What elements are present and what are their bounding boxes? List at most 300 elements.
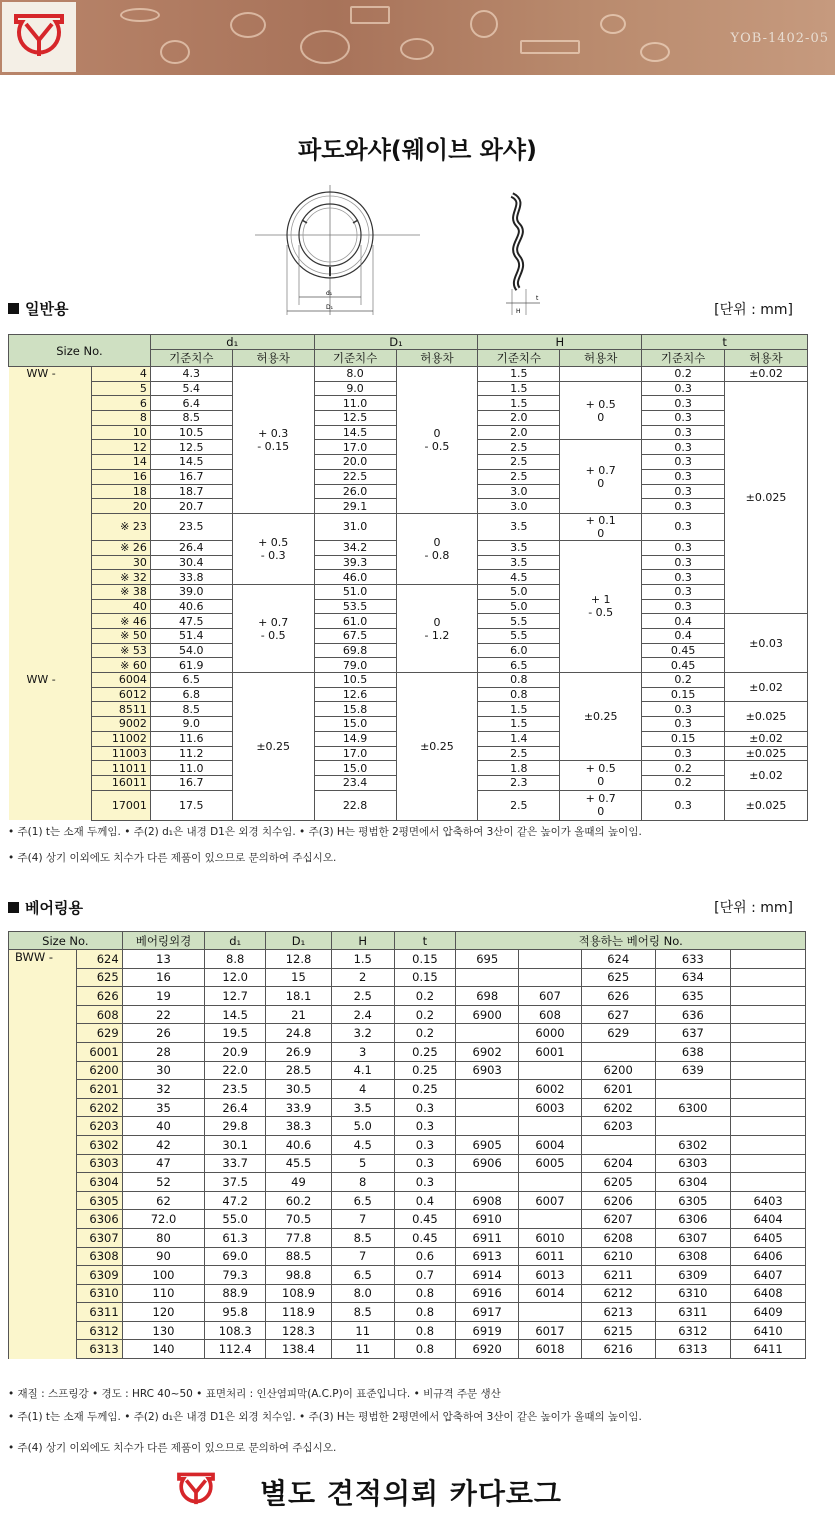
t-tolerance: ±0.025 <box>725 746 808 761</box>
applicable-bearing: 6406 <box>731 1247 806 1266</box>
applicable-bearing: 6304 <box>655 1173 731 1192</box>
H-basic: 3.5 <box>478 513 560 540</box>
size-number: 6309 <box>76 1266 122 1285</box>
H: 3 <box>331 1042 394 1061</box>
H-basic: 1.5 <box>478 396 560 411</box>
t-basic: 0.4 <box>642 629 725 644</box>
H-tolerance <box>560 540 642 672</box>
table-row <box>9 950 806 969</box>
H-basic: 3.5 <box>478 555 560 570</box>
size-number: ※ 38 <box>91 584 150 599</box>
applicable-bearing: 6001 <box>519 1042 582 1061</box>
H-tolerance <box>560 381 642 440</box>
D1: 30.5 <box>266 1080 332 1099</box>
D1-basic: 67.5 <box>314 629 396 644</box>
tolerance-line: 0 <box>597 775 605 789</box>
applicable-bearing <box>581 1135 655 1154</box>
applicable-bearing: 6018 <box>519 1340 582 1359</box>
size-number: 6012 <box>91 687 150 702</box>
size-number: 11003 <box>91 746 150 761</box>
company-logo-icon <box>12 10 66 64</box>
bearing-od: 13 <box>122 950 205 969</box>
d1: 29.8 <box>205 1117 266 1136</box>
H-basic: 5.0 <box>478 599 560 614</box>
t-basic: 0.4 <box>642 614 725 629</box>
d1: 55.0 <box>205 1210 266 1229</box>
applicable-bearing <box>456 1080 519 1099</box>
size-number: ※ 26 <box>91 540 150 555</box>
table-row <box>9 1117 806 1136</box>
applicable-bearing <box>519 1061 582 1080</box>
applicable-bearing: 634 <box>655 968 731 987</box>
bearing-od: 16 <box>122 968 205 987</box>
applicable-bearing: 6310 <box>655 1284 731 1303</box>
col-D1: D₁ <box>314 335 478 350</box>
t-basic: 0.3 <box>642 790 725 820</box>
t-tolerance: ±0.02 <box>725 367 808 382</box>
d1: 20.9 <box>205 1042 266 1061</box>
tolerance-line: + 0.3 <box>258 426 289 440</box>
tolerance-line: - 0.5 <box>424 439 450 453</box>
t-basic: 0.2 <box>642 761 725 776</box>
col-D1: D₁ <box>266 932 332 950</box>
t-basic: 0.3 <box>642 702 725 717</box>
H: 8.5 <box>331 1228 394 1247</box>
table-row <box>9 1135 806 1154</box>
applicable-bearing: 698 <box>456 987 519 1006</box>
d1: 69.0 <box>205 1247 266 1266</box>
t: 0.2 <box>394 1024 456 1043</box>
size-number: 5 <box>91 381 150 396</box>
applicable-bearing: 6011 <box>519 1247 582 1266</box>
D1-basic: 26.0 <box>314 484 396 499</box>
table-row <box>9 968 806 987</box>
applicable-bearing: 6007 <box>519 1191 582 1210</box>
H-basic: 2.0 <box>478 411 560 426</box>
D1-basic: 8.0 <box>314 367 396 382</box>
applicable-bearing <box>581 1042 655 1061</box>
logo <box>2 2 76 72</box>
part-decoration <box>350 6 390 24</box>
size-number: 6202 <box>76 1098 122 1117</box>
applicable-bearing: 6002 <box>519 1080 582 1099</box>
H: 2.4 <box>331 1005 394 1024</box>
col-size: Size No. <box>9 932 123 950</box>
bearing-od: 100 <box>122 1266 205 1285</box>
applicable-bearing: 6215 <box>581 1321 655 1340</box>
tolerance-line: + 0.7 <box>585 463 616 477</box>
t: 0.25 <box>394 1061 456 1080</box>
applicable-bearing: 6411 <box>731 1340 806 1359</box>
col-applicable-bearing: 적용하는 베어링 No. <box>456 932 806 950</box>
table-row <box>9 1024 806 1043</box>
d1: 22.0 <box>205 1061 266 1080</box>
size-prefix: WW - <box>9 673 92 821</box>
H: 4 <box>331 1080 394 1099</box>
D1: 24.8 <box>266 1024 332 1043</box>
size-number: 6203 <box>76 1117 122 1136</box>
D1-tolerance: ±0.25 <box>396 673 478 821</box>
H: 3.2 <box>331 1024 394 1043</box>
unit-label: [단위 : mm] <box>714 302 793 318</box>
applicable-bearing: 6906 <box>456 1154 519 1173</box>
size-number: 608 <box>76 1005 122 1024</box>
d1-basic: 11.0 <box>150 761 232 776</box>
col-bearing-od: 베어링외경 <box>122 932 205 950</box>
applicable-bearing: 6908 <box>456 1191 519 1210</box>
H-basic: 2.5 <box>478 790 560 820</box>
bearing-od: 80 <box>122 1228 205 1247</box>
applicable-bearing: 6207 <box>581 1210 655 1229</box>
t: 0.2 <box>394 1005 456 1024</box>
H-basic: 1.5 <box>478 381 560 396</box>
t: 0.25 <box>394 1042 456 1061</box>
applicable-bearing: 6300 <box>655 1098 731 1117</box>
size-number: 9002 <box>91 717 150 732</box>
tolerance-line: + 0.1 <box>585 513 616 527</box>
size-number: 11011 <box>91 761 150 776</box>
table-row <box>9 1191 806 1210</box>
col-t: t <box>642 335 808 350</box>
size-number: 6004 <box>91 673 150 688</box>
size-number: ※ 23 <box>91 513 150 540</box>
D1: 33.9 <box>266 1098 332 1117</box>
applicable-bearing <box>731 1024 806 1043</box>
bearing-od: 40 <box>122 1117 205 1136</box>
applicable-bearing: 627 <box>581 1005 655 1024</box>
H-basic: 3.0 <box>478 484 560 499</box>
H-basic: 2.5 <box>478 455 560 470</box>
H: 2 <box>331 968 394 987</box>
applicable-bearing: 639 <box>655 1061 731 1080</box>
washer-decoration <box>470 10 498 38</box>
table-row <box>9 367 808 382</box>
D1-basic: 22.8 <box>314 790 396 820</box>
D1: 70.5 <box>266 1210 332 1229</box>
H: 11 <box>331 1340 394 1359</box>
applicable-bearing <box>456 1098 519 1117</box>
t: 0.6 <box>394 1247 456 1266</box>
size-number: 626 <box>76 987 122 1006</box>
bearing-spec-table <box>8 931 806 1359</box>
applicable-bearing: 6910 <box>456 1210 519 1229</box>
applicable-bearing: 6903 <box>456 1061 519 1080</box>
applicable-bearing <box>456 1173 519 1192</box>
D1-basic: 22.5 <box>314 469 396 484</box>
applicable-bearing: 635 <box>655 987 731 1006</box>
table-row <box>9 1228 806 1247</box>
H-basic: 2.5 <box>478 440 560 455</box>
tolerance-line: - 0.8 <box>424 548 450 562</box>
table-row <box>9 1061 806 1080</box>
D1: 128.3 <box>266 1321 332 1340</box>
applicable-bearing <box>731 1042 806 1061</box>
t-tolerance: ±0.025 <box>725 790 808 820</box>
bearing-od: 140 <box>122 1340 205 1359</box>
wave-washer-diagram <box>250 185 570 320</box>
bearing-od: 130 <box>122 1321 205 1340</box>
applicable-bearing: 6900 <box>456 1005 519 1024</box>
applicable-bearing: 6003 <box>519 1098 582 1117</box>
size-number: 6 <box>91 396 150 411</box>
t: 0.3 <box>394 1135 456 1154</box>
applicable-bearing <box>519 1303 582 1322</box>
d1: 12.7 <box>205 987 266 1006</box>
subcol-basic: 기준치수 <box>642 350 725 367</box>
d1-basic: 61.9 <box>150 658 232 673</box>
applicable-bearing <box>731 968 806 987</box>
d1-basic: 5.4 <box>150 381 232 396</box>
D1-basic: 17.0 <box>314 746 396 761</box>
t-tolerance: ±0.02 <box>725 761 808 790</box>
t: 0.8 <box>394 1303 456 1322</box>
bearing-od: 32 <box>122 1080 205 1099</box>
applicable-bearing: 6208 <box>581 1228 655 1247</box>
applicable-bearing: 6405 <box>731 1228 806 1247</box>
d1: 14.5 <box>205 1005 266 1024</box>
applicable-bearing <box>731 1098 806 1117</box>
d1: 79.3 <box>205 1266 266 1285</box>
size-number: 6311 <box>76 1303 122 1322</box>
size-number: 6310 <box>76 1284 122 1303</box>
t-basic: 0.3 <box>642 396 725 411</box>
d1-basic: 9.0 <box>150 717 232 732</box>
table-row <box>9 1321 806 1340</box>
general-note-2: • 주(4) 상기 이외에도 치수가 다른 제품이 있으므로 문의하여 주십시오. <box>8 852 337 864</box>
D1: 88.5 <box>266 1247 332 1266</box>
size-number: 17001 <box>91 790 150 820</box>
H-label: H <box>516 308 521 315</box>
applicable-bearing: 6000 <box>519 1024 582 1043</box>
tolerance-line: + 0.5 <box>585 762 616 776</box>
applicable-bearing: 629 <box>581 1024 655 1043</box>
tolerance-line: 0 <box>597 805 605 819</box>
D1-basic: 15.0 <box>314 717 396 732</box>
D1-basic: 61.0 <box>314 614 396 629</box>
applicable-bearing: 6309 <box>655 1266 731 1285</box>
t-basic: 0.45 <box>642 643 725 658</box>
t-basic: 0.2 <box>642 673 725 688</box>
bearing-od: 42 <box>122 1135 205 1154</box>
D1-basic: 14.9 <box>314 731 396 746</box>
D1-basic: 15.0 <box>314 761 396 776</box>
table-row <box>9 1210 806 1229</box>
t-tolerance: ±0.025 <box>725 381 808 614</box>
D1: 28.5 <box>266 1061 332 1080</box>
subcol-tol: 허용차 <box>560 350 642 367</box>
D1-basic: 34.2 <box>314 540 396 555</box>
H-basic: 2.3 <box>478 775 560 790</box>
applicable-bearing: 633 <box>655 950 731 969</box>
applicable-bearing: 6306 <box>655 1210 731 1229</box>
bearing-od: 22 <box>122 1005 205 1024</box>
t-label: t <box>536 295 539 302</box>
H: 5 <box>331 1154 394 1173</box>
D1: 15 <box>266 968 332 987</box>
t-basic: 0.3 <box>642 599 725 614</box>
H-tolerance <box>560 367 642 382</box>
applicable-bearing: 6308 <box>655 1247 731 1266</box>
table-row <box>9 1284 806 1303</box>
D1-basic: 11.0 <box>314 396 396 411</box>
t-basic: 0.3 <box>642 570 725 585</box>
D1: 18.1 <box>266 987 332 1006</box>
d1: 61.3 <box>205 1228 266 1247</box>
applicable-bearing: 6407 <box>731 1266 806 1285</box>
applicable-bearing: 6005 <box>519 1154 582 1173</box>
table-row <box>9 987 806 1006</box>
t-basic: 0.3 <box>642 455 725 470</box>
t: 0.4 <box>394 1191 456 1210</box>
applicable-bearing <box>731 1061 806 1080</box>
D1: 77.8 <box>266 1228 332 1247</box>
d1: 88.9 <box>205 1284 266 1303</box>
D1-basic: 69.8 <box>314 643 396 658</box>
applicable-bearing <box>731 1154 806 1173</box>
D1: 108.9 <box>266 1284 332 1303</box>
t: 0.15 <box>394 968 456 987</box>
size-number: 12 <box>91 440 150 455</box>
tolerance-line: - 0.5 <box>260 628 286 642</box>
size-number: 8511 <box>91 702 150 717</box>
D1: 21 <box>266 1005 332 1024</box>
t-basic: 0.3 <box>642 440 725 455</box>
d1-basic: 12.5 <box>150 440 232 455</box>
size-number: 6201 <box>76 1080 122 1099</box>
t-basic: 0.3 <box>642 717 725 732</box>
H-basic: 0.8 <box>478 673 560 688</box>
D1-tolerance <box>396 367 478 514</box>
H-basic: 1.4 <box>478 731 560 746</box>
d1: 23.5 <box>205 1080 266 1099</box>
applicable-bearing: 6914 <box>456 1266 519 1285</box>
bearing-od: 28 <box>122 1042 205 1061</box>
d1-tolerance <box>232 584 314 672</box>
t-basic: 0.3 <box>642 499 725 514</box>
d1-basic: 18.7 <box>150 484 232 499</box>
D1-basic: 53.5 <box>314 599 396 614</box>
tolerance-line: 0 <box>433 535 441 549</box>
applicable-bearing: 6913 <box>456 1247 519 1266</box>
D1-basic: 10.5 <box>314 673 396 688</box>
bearing-od: 110 <box>122 1284 205 1303</box>
D1-basic: 39.3 <box>314 555 396 570</box>
D1-tolerance <box>396 513 478 584</box>
t-basic: 0.45 <box>642 658 725 673</box>
applicable-bearing <box>456 1024 519 1043</box>
bearing-od: 30 <box>122 1061 205 1080</box>
size-number: ※ 32 <box>91 570 150 585</box>
d1-basic: 20.7 <box>150 499 232 514</box>
t: 0.25 <box>394 1080 456 1099</box>
subcol-tol: 허용차 <box>232 350 314 367</box>
applicable-bearing: 6211 <box>581 1266 655 1285</box>
applicable-bearing: 6010 <box>519 1228 582 1247</box>
tolerance-line: + 1 <box>590 593 611 607</box>
d1-basic: 51.4 <box>150 629 232 644</box>
applicable-bearing: 6312 <box>655 1321 731 1340</box>
D1: 49 <box>266 1173 332 1192</box>
bearing-od: 26 <box>122 1024 205 1043</box>
t: 0.2 <box>394 987 456 1006</box>
H: 8.5 <box>331 1303 394 1322</box>
table-row <box>9 513 808 540</box>
tolerance-line: + 0.7 <box>585 792 616 806</box>
table-row <box>9 1173 806 1192</box>
applicable-bearing: 625 <box>581 968 655 987</box>
applicable-bearing: 6014 <box>519 1284 582 1303</box>
t-basic: 0.2 <box>642 775 725 790</box>
bearing-od: 90 <box>122 1247 205 1266</box>
applicable-bearing: 636 <box>655 1005 731 1024</box>
D1-basic: 12.5 <box>314 411 396 426</box>
tolerance-line: - 0.3 <box>260 548 286 562</box>
d1-tolerance <box>232 513 314 584</box>
size-number: 16011 <box>91 775 150 790</box>
t-tolerance: ±0.02 <box>725 673 808 702</box>
col-H: H <box>478 335 642 350</box>
H-basic: 3.5 <box>478 540 560 555</box>
H-basic: 1.5 <box>478 717 560 732</box>
bearing-note-3: • 주(4) 상기 이외에도 치수가 다른 제품이 있으므로 문의하여 주십시오. <box>8 1442 337 1454</box>
d1-basic: 16.7 <box>150 775 232 790</box>
t-basic: 0.3 <box>642 513 725 540</box>
H: 11 <box>331 1321 394 1340</box>
applicable-bearing <box>731 1173 806 1192</box>
applicable-bearing: 6905 <box>456 1135 519 1154</box>
D1: 38.3 <box>266 1117 332 1136</box>
applicable-bearing: 6200 <box>581 1061 655 1080</box>
table-row <box>9 1266 806 1285</box>
t-basic: 0.3 <box>642 540 725 555</box>
t: 0.3 <box>394 1117 456 1136</box>
d1-basic: 6.4 <box>150 396 232 411</box>
t: 0.45 <box>394 1228 456 1247</box>
H-basic: 6.5 <box>478 658 560 673</box>
D1-basic: 51.0 <box>314 584 396 599</box>
header-banner <box>0 0 835 75</box>
H: 6.5 <box>331 1266 394 1285</box>
D1: 40.6 <box>266 1135 332 1154</box>
section-general-title: 일반용 <box>8 298 68 319</box>
t-basic: 0.3 <box>642 746 725 761</box>
applicable-bearing: 695 <box>456 950 519 969</box>
applicable-bearing: 6205 <box>581 1173 655 1192</box>
col-d1: d₁ <box>150 335 314 350</box>
d1: 30.1 <box>205 1135 266 1154</box>
bearing-od: 52 <box>122 1173 205 1192</box>
D1: 98.8 <box>266 1266 332 1285</box>
applicable-bearing: 6313 <box>655 1340 731 1359</box>
applicable-bearing <box>731 987 806 1006</box>
tolerance-line: 0 <box>597 410 605 424</box>
applicable-bearing <box>731 1080 806 1099</box>
H-basic: 0.8 <box>478 687 560 702</box>
size-number: 11002 <box>91 731 150 746</box>
H: 8 <box>331 1173 394 1192</box>
D1-basic: 12.6 <box>314 687 396 702</box>
bearing-note-2: • 주(1) t는 소재 두께임. • 주(2) d₁은 내경 D1은 외경 치수임. • 주(3) H는 평범한 2평면에서 압축하여 3산이 같은 높이가 올때의 높이임. <box>8 1411 642 1423</box>
applicable-bearing: 607 <box>519 987 582 1006</box>
d1-basic: 11.6 <box>150 731 232 746</box>
applicable-bearing: 6302 <box>655 1135 731 1154</box>
footer-text: 별도 견적의뢰 카다로그 <box>260 1477 562 1510</box>
size-number: ※ 53 <box>91 643 150 658</box>
d1-basic: 8.5 <box>150 411 232 426</box>
applicable-bearing <box>456 968 519 987</box>
applicable-bearing: 6408 <box>731 1284 806 1303</box>
tolerance-line: + 0.7 <box>258 615 289 629</box>
